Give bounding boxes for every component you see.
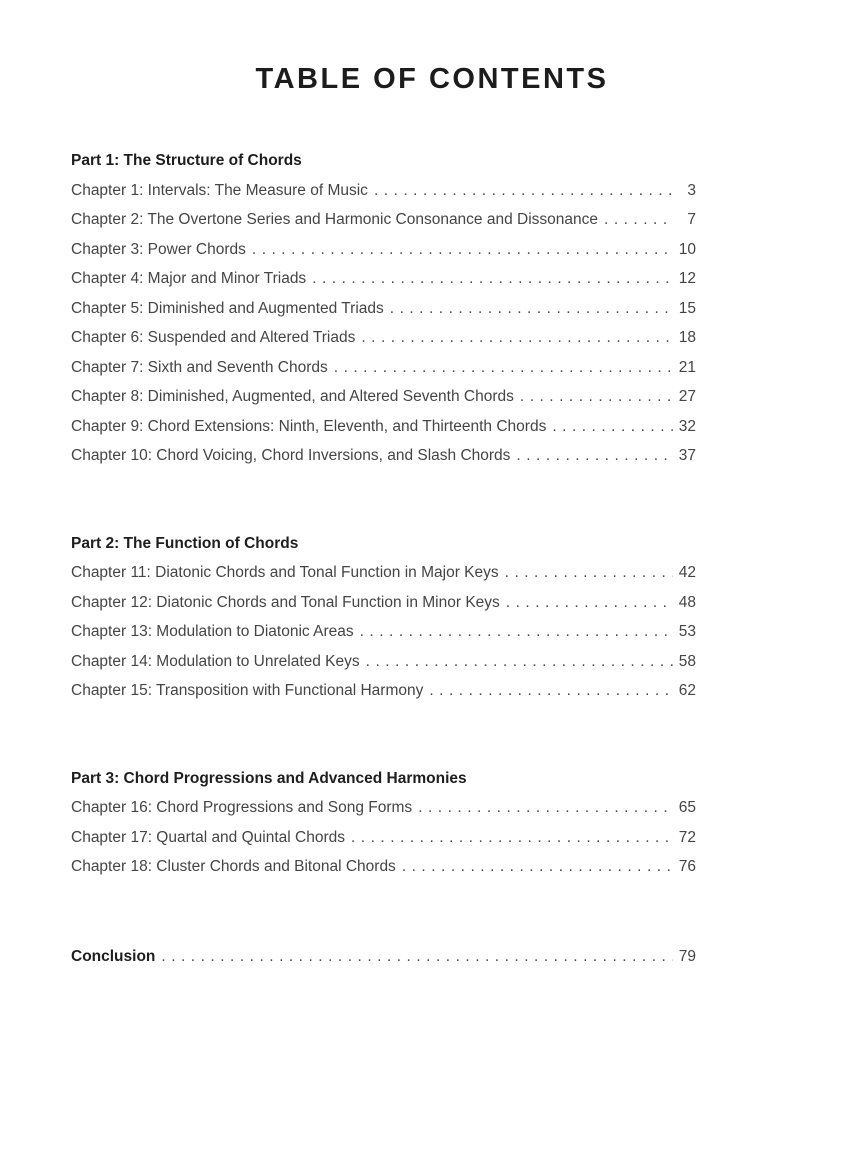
dot-leader [374, 176, 673, 206]
toc-entry-label: Chapter 17: Quartal and Quintal Chords [71, 828, 345, 846]
toc-entry-label: Chapter 12: Diatonic Chords and Tonal Function in Minor Keys [71, 593, 500, 611]
section-heading: Part 3: Chord Progressions and Advanced Harmonies [71, 769, 467, 787]
dot-leader [312, 264, 673, 294]
toc-entry-conclusion[interactable] [71, 942, 696, 972]
toc-entry[interactable] [71, 323, 696, 353]
toc-entry-label: Chapter 10: Chord Voicing, Chord Inversions, and Slash Chords [71, 447, 511, 464]
toc-entry[interactable] [71, 558, 696, 588]
toc-entry-label: Chapter 6: Suspended and Altered Triads [71, 329, 356, 346]
toc-section-part1 [71, 146, 696, 471]
toc-entry-label: Chapter 16: Chord Progressions and Song Forms [71, 799, 413, 816]
toc-entry-label: Chapter 5: Diminished and Augmented Triads [71, 299, 384, 317]
toc-entry[interactable] [71, 294, 696, 324]
toc-entry-page: 53 [678, 623, 696, 640]
toc-entry-page: 76 [678, 858, 696, 875]
dot-leader [506, 588, 673, 618]
toc-section-part2 [71, 529, 696, 706]
section-heading: Part 2: The Function of Chords [71, 534, 299, 552]
toc-entry[interactable] [71, 617, 696, 647]
dot-leader [418, 793, 673, 823]
section-heading: Part 1: The Structure of Chords [71, 152, 302, 169]
toc-entry-page: 65 [678, 799, 696, 816]
toc-entry-label: Chapter 15: Transposition with Functional Harmony [71, 682, 424, 699]
toc-entry[interactable] [71, 823, 696, 853]
toc-entry-label: Chapter 2: The Overtone Series and Harmonic Consonance and Dissonance [71, 211, 599, 228]
toc-entry-page: 42 [678, 564, 696, 581]
toc-entry-label: Chapter 1: Intervals: The Measure of Music [71, 181, 368, 199]
toc-entry-page: 21 [678, 358, 696, 376]
toc-entry[interactable] [71, 205, 696, 235]
dot-leader [366, 647, 673, 677]
toc-entry-label: Chapter 7: Sixth and Seventh Chords [71, 358, 328, 376]
toc-entry[interactable] [71, 676, 696, 706]
toc-entry-label: Chapter 14: Modulation to Unrelated Keys [71, 652, 360, 670]
toc-body [0, 96, 864, 971]
toc-entry-page: 3 [687, 181, 696, 199]
toc-entry[interactable] [71, 382, 696, 412]
toc-entry-page: 10 [678, 240, 696, 258]
toc-entry-label: Chapter 8: Diminished, Augmented, and Altered Seventh Chords [71, 388, 514, 405]
page-title: TABLE OF CONTENTS [255, 63, 609, 95]
conclusion-label: Conclusion [71, 947, 156, 965]
dot-leader [252, 235, 673, 265]
dot-leader [429, 676, 673, 706]
conclusion-page: 79 [678, 947, 696, 965]
toc-entry-page: 32 [678, 417, 696, 435]
toc-entry[interactable] [71, 647, 696, 677]
toc-entry[interactable] [71, 235, 696, 265]
toc-entry-label: Chapter 4: Major and Minor Triads [71, 270, 307, 287]
dot-leader [516, 441, 673, 471]
toc-entry[interactable] [71, 264, 696, 294]
toc-entry-page: 37 [678, 447, 696, 464]
dot-leader [552, 412, 673, 442]
toc-entry[interactable] [71, 852, 696, 882]
toc-entry-page: 18 [678, 329, 696, 346]
dot-leader [161, 942, 673, 972]
toc-header [0, 0, 864, 96]
dot-leader [520, 382, 673, 412]
toc-entry-label: Chapter 11: Diatonic Chords and Tonal Function in Major Keys [71, 564, 499, 581]
dot-leader [390, 294, 673, 324]
toc-entry-label: Chapter 9: Chord Extensions: Ninth, Eleventh, and Thirteenth Chords [71, 417, 547, 435]
toc-entry[interactable] [71, 353, 696, 383]
dot-leader [361, 323, 673, 353]
toc-entry[interactable] [71, 412, 696, 442]
dot-leader [334, 353, 673, 383]
toc-section-part3 [71, 764, 696, 882]
toc-entry[interactable] [71, 176, 696, 206]
toc-entry-page: 7 [687, 211, 696, 228]
dot-leader [505, 558, 673, 588]
toc-entry-page: 72 [678, 828, 696, 846]
toc-entry[interactable] [71, 793, 696, 823]
toc-entry-page: 15 [678, 299, 696, 317]
toc-entry-page: 62 [678, 682, 696, 699]
toc-entry-label: Chapter 13: Modulation to Diatonic Areas [71, 623, 354, 640]
toc-entry-label: Chapter 3: Power Chords [71, 240, 246, 258]
dot-leader [604, 205, 673, 235]
toc-entry-page: 12 [678, 270, 696, 287]
dot-leader [402, 852, 673, 882]
dot-leader [351, 823, 673, 853]
toc-entry[interactable] [71, 441, 696, 471]
toc-entry-label: Chapter 18: Cluster Chords and Bitonal Chords [71, 858, 396, 875]
toc-entry-page: 58 [678, 652, 696, 670]
toc-entry[interactable] [71, 588, 696, 618]
toc-entry-page: 48 [678, 593, 696, 611]
dot-leader [360, 617, 673, 647]
toc-entry-page: 27 [678, 388, 696, 405]
